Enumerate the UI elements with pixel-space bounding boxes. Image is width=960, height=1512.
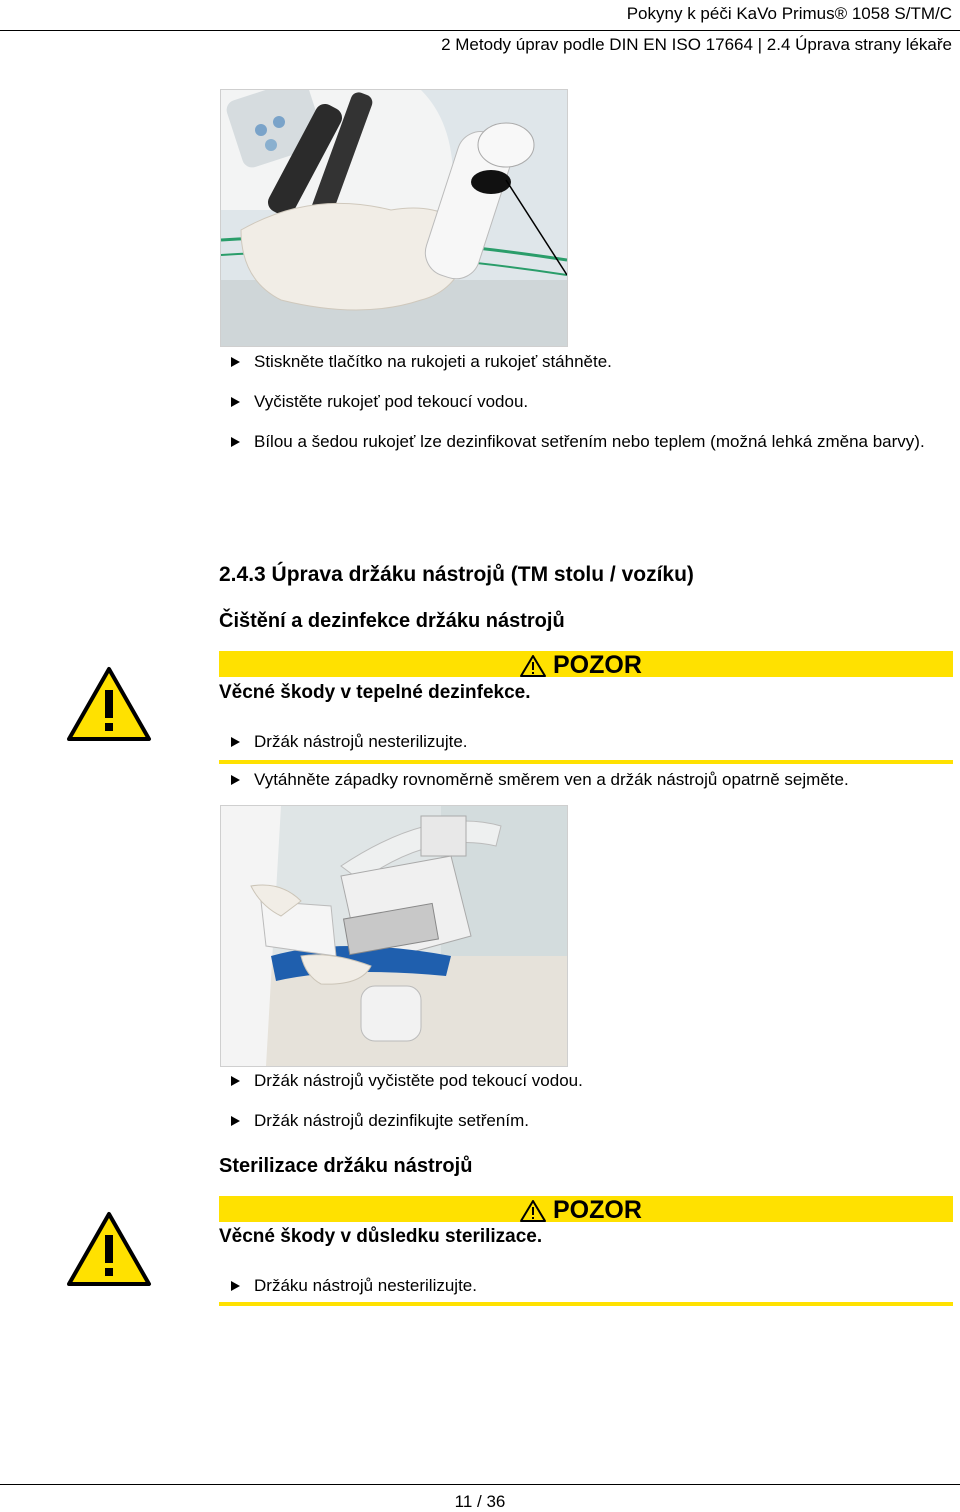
page-number: 11 / 36	[454, 1492, 506, 1511]
warning-triangle-icon	[66, 1211, 152, 1287]
bullet-triangle-icon	[231, 1281, 240, 1291]
list-item: Stiskněte tlačítko na rukojeti a rukojeť stáhněte.	[231, 350, 953, 374]
warning-triangle-icon	[66, 666, 152, 742]
instrument-holder-photo	[220, 805, 568, 1067]
list-item: Vyčistěte rukojeť pod tekoucí vodou.	[231, 390, 953, 414]
warning-end-rule	[219, 1302, 953, 1306]
list-item: Držák nástrojů dezinfikujte setřením.	[231, 1109, 953, 1133]
list-item: Držák nástrojů vyčistěte pod tekoucí vodou.	[231, 1069, 953, 1093]
caution-icon	[519, 1199, 547, 1223]
warning-end-rule	[219, 760, 953, 764]
footer-divider	[0, 1484, 960, 1485]
warning-message: Věcné škody v důsledku sterilizace.	[219, 1226, 543, 1247]
warning-action-item: Držáku nástrojů nesterilizujte.	[231, 1274, 953, 1298]
bullet-triangle-icon	[231, 397, 240, 407]
bullet-triangle-icon	[231, 1076, 240, 1086]
bullet-triangle-icon	[231, 437, 240, 447]
section-heading: 2.4.3 Úprava držáku nástrojů (TM stolu / vozíku)	[219, 563, 694, 586]
document-title: Pokyny k péči KaVo Primus® 1058 S/TM/C	[626, 4, 952, 23]
section-breadcrumb: 2 Metody úprav podle DIN EN ISO 17664 | 2.4 Úprava strany lékaře	[441, 35, 952, 54]
warning-label: POZOR	[519, 1196, 642, 1225]
bullet-triangle-icon	[231, 1116, 240, 1126]
warning-label: POZOR	[519, 651, 642, 680]
list-item: Vytáhněte západky rovnoměrně směrem ven a držák nástrojů opatrně sejměte.	[231, 768, 953, 792]
handle-removal-photo	[220, 89, 568, 347]
subsection-heading: Čištění a dezinfekce držáku nástrojů	[219, 610, 565, 632]
subsection-heading: Sterilizace držáku nástrojů	[219, 1155, 473, 1177]
warning-message: Věcné škody v tepelné dezinfekce.	[219, 682, 531, 703]
bullet-triangle-icon	[231, 775, 240, 785]
bullet-triangle-icon	[231, 357, 240, 367]
header-divider	[0, 30, 960, 31]
list-item: Bílou a šedou rukojeť lze dezinfikovat setřením nebo teplem (možná lehká změna barvy).	[231, 430, 953, 454]
warning-action-item: Držák nástrojů nesterilizujte.	[231, 730, 953, 754]
caution-icon	[519, 654, 547, 678]
bullet-triangle-icon	[231, 737, 240, 747]
